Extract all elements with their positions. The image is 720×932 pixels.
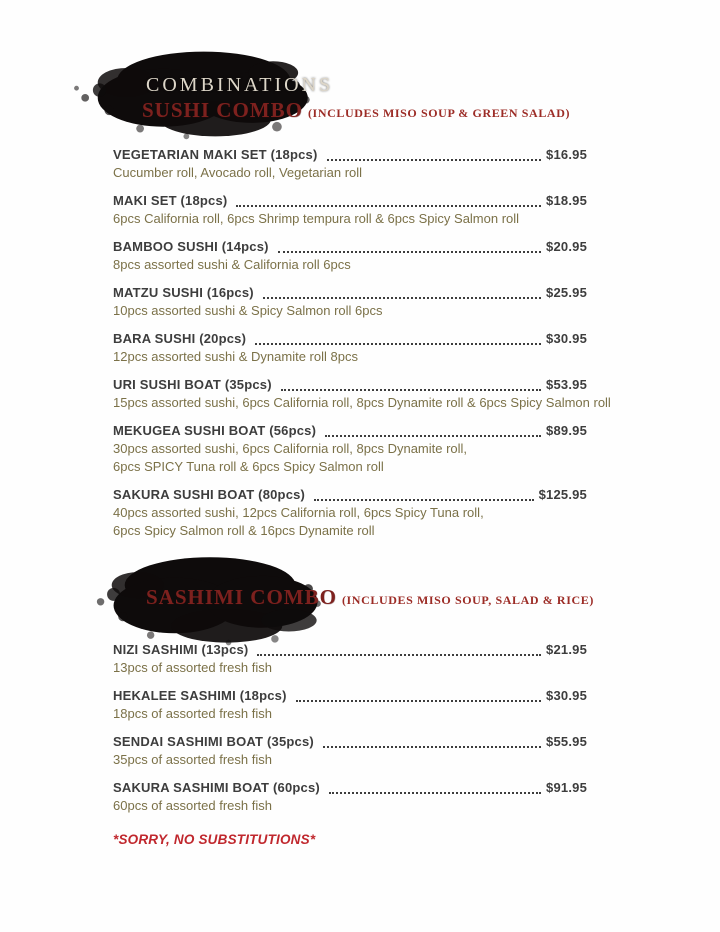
item-name: MAKI SET (18pcs) bbox=[113, 193, 228, 208]
item-name: SENDAI SASHIMI BOAT (35pcs) bbox=[113, 734, 314, 749]
item-price: $125.95 bbox=[538, 487, 587, 502]
item-desc-line: 60pcs of assorted fresh fish bbox=[113, 798, 272, 813]
item-description bbox=[113, 348, 587, 366]
page-title: COMBINATIONS bbox=[146, 74, 334, 96]
item-name: SAKURA SUSHI BOAT (80pcs) bbox=[113, 487, 306, 502]
dotted-leader bbox=[296, 700, 541, 702]
item-desc-line: 10pcs assorted sushi & Spicy Salmon roll 6pcs bbox=[113, 303, 383, 318]
item-desc-line: 15pcs assorted sushi, 6pcs California roll, 8pcs Dynamite roll & 6pcs Spicy Salmon roll bbox=[113, 395, 611, 410]
item-desc-line: Cucumber roll, Avocado roll, Vegetarian roll bbox=[113, 165, 363, 180]
item-name: HEKALEE SASHIMI (18pcs) bbox=[113, 688, 287, 703]
item-line bbox=[113, 733, 587, 751]
item-description bbox=[113, 504, 587, 540]
item-price: $18.95 bbox=[546, 193, 587, 208]
item-line bbox=[113, 376, 587, 394]
menu-item bbox=[113, 192, 587, 228]
menu-item bbox=[113, 146, 587, 182]
item-price: $21.95 bbox=[546, 642, 587, 657]
item-description bbox=[113, 256, 587, 274]
sushi-combo-item-list bbox=[113, 146, 611, 550]
item-name: NIZI SASHIMI (13pcs) bbox=[113, 642, 249, 657]
section-subtitle: (INCLUDES MISO SOUP & GREEN SALAD) bbox=[307, 106, 571, 120]
dotted-leader bbox=[236, 205, 541, 207]
dotted-leader bbox=[281, 389, 541, 391]
item-description bbox=[113, 705, 587, 723]
no-substitutions-note: *SORRY, NO SUBSTITUTIONS* bbox=[113, 832, 316, 847]
menu-item bbox=[113, 779, 587, 815]
section-heading-sashimi-combo bbox=[146, 585, 594, 610]
item-price: $30.95 bbox=[546, 331, 587, 346]
item-price: $16.95 bbox=[546, 147, 587, 162]
menu-item bbox=[113, 486, 587, 540]
dotted-leader bbox=[329, 792, 541, 794]
dotted-leader bbox=[314, 499, 534, 501]
menu-item bbox=[113, 422, 587, 476]
item-line bbox=[113, 687, 587, 705]
item-line bbox=[113, 422, 587, 440]
dotted-leader bbox=[263, 297, 541, 299]
menu-item bbox=[113, 687, 587, 723]
item-name: SAKURA SASHIMI BOAT (60pcs) bbox=[113, 780, 320, 795]
item-desc-line: 12pcs assorted sushi & Dynamite roll 8pcs bbox=[113, 349, 358, 364]
item-name: MEKUGEA SUSHI BOAT (56pcs) bbox=[113, 423, 317, 438]
section-name: SASHIMI COMBO bbox=[146, 585, 337, 609]
item-price: $25.95 bbox=[546, 285, 587, 300]
menu-item bbox=[113, 284, 587, 320]
item-description bbox=[113, 751, 587, 769]
menu-item bbox=[113, 238, 587, 274]
item-line bbox=[113, 284, 587, 302]
item-desc-line: 18pcs of assorted fresh fish bbox=[113, 706, 272, 721]
item-description bbox=[113, 797, 587, 815]
item-price: $20.95 bbox=[546, 239, 587, 254]
item-price: $30.95 bbox=[546, 688, 587, 703]
item-line bbox=[113, 238, 587, 256]
menu-item bbox=[113, 733, 587, 769]
section-heading-sushi-combo bbox=[142, 98, 570, 123]
item-name: MATZU SUSHI (16pcs) bbox=[113, 285, 254, 300]
item-desc-line: 30pcs assorted sushi, 6pcs California roll, 8pcs Dynamite roll, bbox=[113, 441, 468, 456]
item-line bbox=[113, 641, 587, 659]
item-desc-line: 13pcs of assorted fresh fish bbox=[113, 660, 272, 675]
item-desc-line: 6pcs Spicy Salmon roll & 16pcs Dynamite roll bbox=[113, 523, 375, 538]
menu-item bbox=[113, 376, 611, 412]
item-name: BAMBOO SUSHI (14pcs) bbox=[113, 239, 269, 254]
item-price: $55.95 bbox=[546, 734, 587, 749]
item-name: VEGETARIAN MAKI SET (18pcs) bbox=[113, 147, 318, 162]
item-desc-line: 6pcs California roll, 6pcs Shrimp tempura roll & 6pcs Spicy Salmon roll bbox=[113, 211, 520, 226]
item-line bbox=[113, 192, 587, 210]
dotted-leader bbox=[325, 435, 541, 437]
item-description bbox=[113, 440, 587, 476]
menu-item bbox=[113, 330, 587, 366]
item-description bbox=[113, 659, 587, 677]
item-line bbox=[113, 330, 587, 348]
item-price: $91.95 bbox=[546, 780, 587, 795]
sashimi-combo-item-list bbox=[113, 641, 587, 825]
item-price: $53.95 bbox=[546, 377, 587, 392]
item-name: BARA SUSHI (20pcs) bbox=[113, 331, 247, 346]
item-description bbox=[113, 210, 587, 228]
item-line bbox=[113, 146, 587, 164]
item-desc-line: 40pcs assorted sushi, 12pcs California roll, 6pcs Spicy Tuna roll, bbox=[113, 505, 484, 520]
item-description bbox=[113, 164, 587, 182]
menu-item bbox=[113, 641, 587, 677]
item-price: $89.95 bbox=[546, 423, 587, 438]
dotted-leader bbox=[323, 746, 541, 748]
item-line bbox=[113, 779, 587, 797]
item-line bbox=[113, 486, 587, 504]
item-desc-line: 6pcs SPICY Tuna roll & 6pcs Spicy Salmon roll bbox=[113, 459, 384, 474]
section-name: SUSHI COMBO bbox=[142, 98, 303, 122]
dotted-leader bbox=[255, 343, 541, 345]
dotted-leader bbox=[278, 251, 541, 253]
section-subtitle: (INCLUDES MISO SOUP, SALAD & RICE) bbox=[341, 593, 594, 607]
dotted-leader bbox=[327, 159, 542, 161]
item-description bbox=[113, 302, 587, 320]
dotted-leader bbox=[257, 654, 541, 656]
item-name: URI SUSHI BOAT (35pcs) bbox=[113, 377, 272, 392]
item-description bbox=[113, 394, 611, 412]
item-desc-line: 35pcs of assorted fresh fish bbox=[113, 752, 272, 767]
item-desc-line: 8pcs assorted sushi & California roll 6pcs bbox=[113, 257, 351, 272]
